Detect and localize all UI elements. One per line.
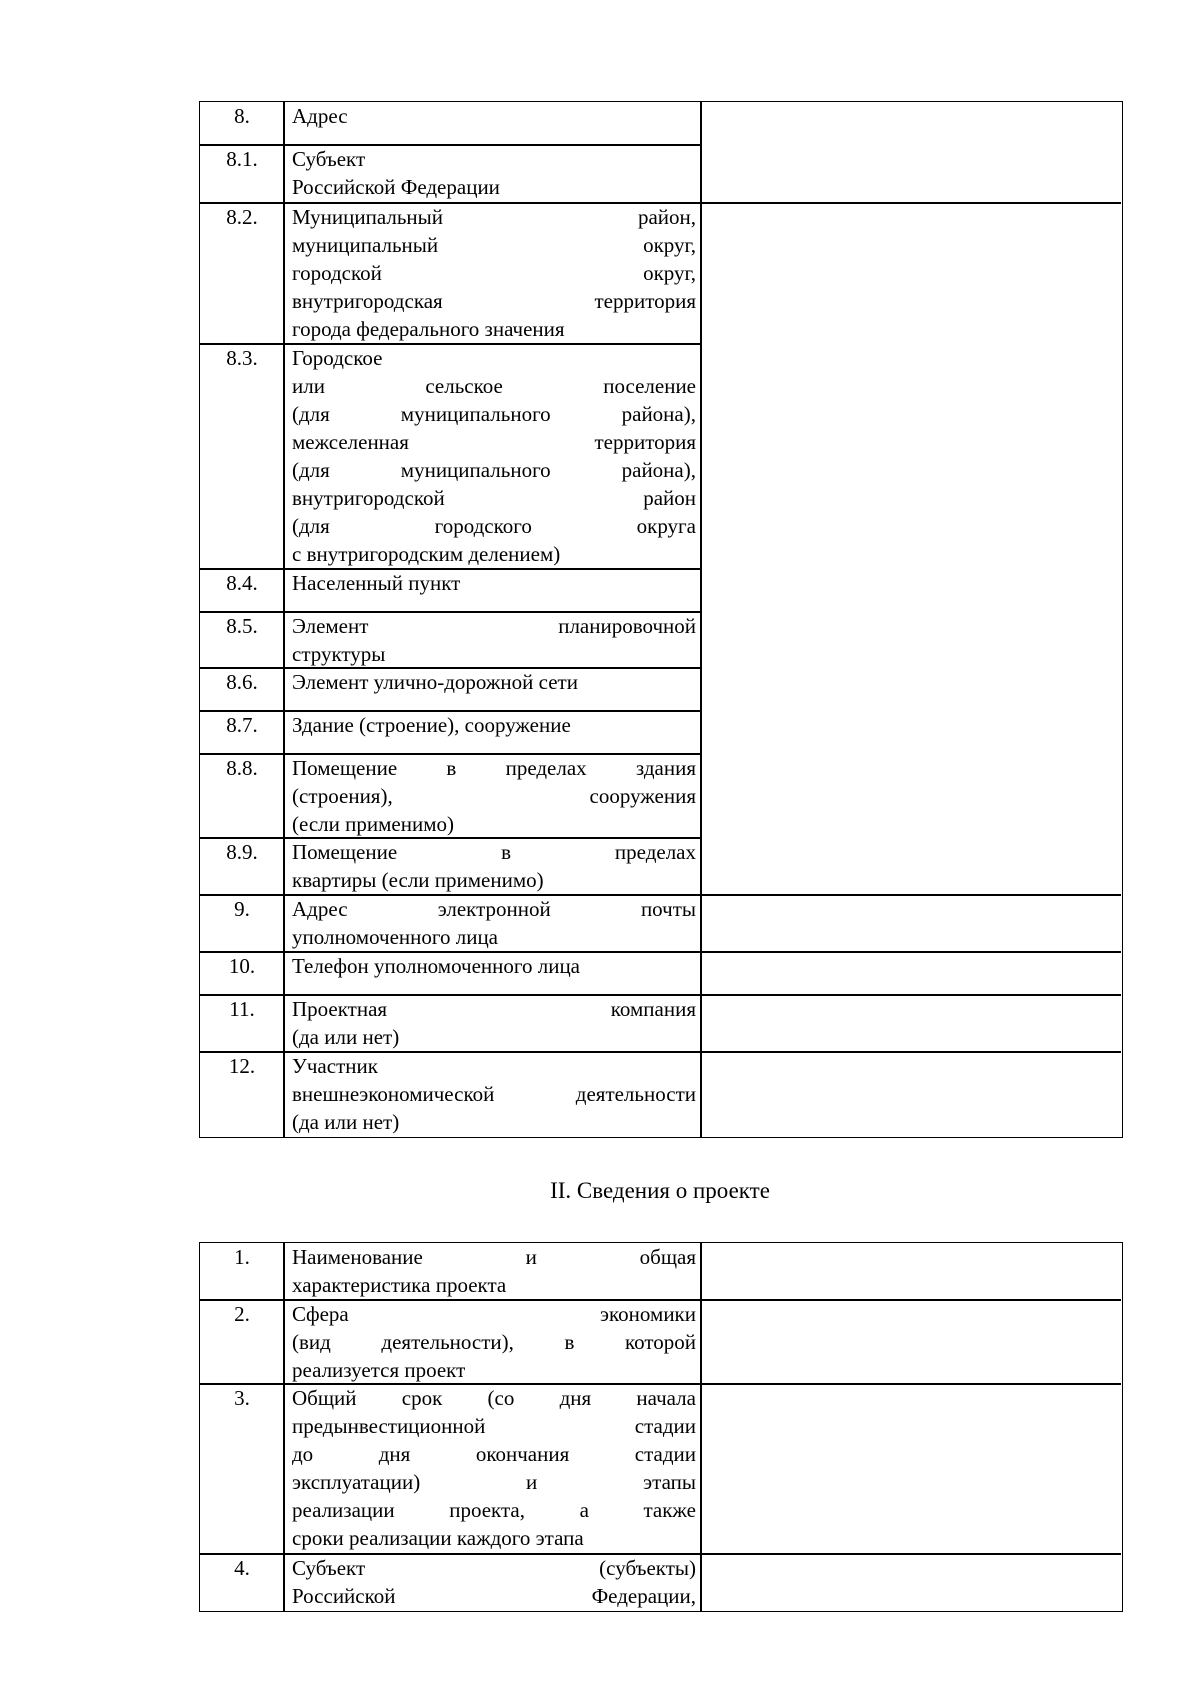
table-row [200,1052,700,1137]
table-row [200,895,700,952]
table-row [200,1243,700,1300]
row-label: Населенный пункт [292,571,461,595]
table-row [200,102,700,144]
row-label: Городское или сельское поселение (для муниципального района), межселенная территория (для муниципального района), внутригородской район (для городского округа с внутригородским делением) [292,346,696,566]
row-number: 8. [234,104,250,128]
row-number: 3. [234,1386,250,1410]
table-row [200,1554,700,1611]
row-label: Проектная компания (да или нет) [292,997,696,1049]
row-label: Помещение в пределах здания (строения), сооружения (если применимо) [292,756,696,836]
row-number: 11. [229,997,255,1021]
row-label: Здание (строение), сооружение [292,713,571,737]
row-number: 8.9. [226,840,258,864]
row-label: Адрес электронной почты уполномоченного лица [292,897,696,949]
row-label: Муниципальный район, муниципальный округ, городской округ, внутригородская территория города федерального значения [292,205,696,341]
row-number: 8.1. [226,147,258,171]
table-row [200,145,700,203]
row-number: 1. [234,1245,250,1269]
row-number: 8.7. [226,713,258,737]
row-number: 8.8. [226,756,258,780]
row-number: 9. [234,897,250,921]
row-number: 8.4. [226,571,258,595]
table-row [200,203,700,344]
row-label: Телефон уполномоченного лица [292,954,581,978]
address-table [199,101,1123,1138]
table-row [200,838,700,895]
row-number: 12. [228,1054,256,1078]
table-row [200,612,700,668]
row-label: Адрес [292,104,348,128]
row-number: 2. [234,1302,250,1326]
row-label: Элемент улично-дорожной сети [292,670,578,694]
row-number: 4. [234,1556,250,1580]
row-number: 10. [228,954,256,978]
table-row [200,344,700,569]
row-label: Субъект Российской Федерации [292,147,500,199]
table-row [200,1300,700,1384]
row-label: Элемент планировочной структуры [292,614,696,666]
table-row [200,995,700,1052]
row-label: Субъект (субъекты) Российской Федерации, [292,1556,696,1608]
table-row [200,569,700,612]
row-number: 8.3. [226,346,258,370]
row-label: Общий срок (со дня начала предынвестиционной стадии до дня окончания стадии эксплуатации) и этапы реализации проекта, а также сроки реализации каждого этапа [292,1386,696,1550]
row-label: Сфера экономики (вид деятельности), в которой реализуется проект [292,1302,696,1382]
row-number: 8.2. [226,205,258,229]
row-label: Участник внешнеэкономической деятельности (да или нет) [292,1054,696,1134]
row-number: 8.5. [226,614,258,638]
row-label: Наименование и общая характеристика проекта [292,1245,696,1297]
table-row [200,1384,700,1554]
table-row [200,754,700,838]
table-row [200,952,700,995]
row-number: 8.6. [226,670,258,694]
project-table [199,1242,1123,1612]
section-heading: II. Сведения о проекте [550,1178,770,1203]
column-divider-2 [700,102,702,1137]
table-row [200,668,700,711]
row-label: Помещение в пределах квартиры (если применимо) [292,840,696,892]
table-row [200,711,700,754]
